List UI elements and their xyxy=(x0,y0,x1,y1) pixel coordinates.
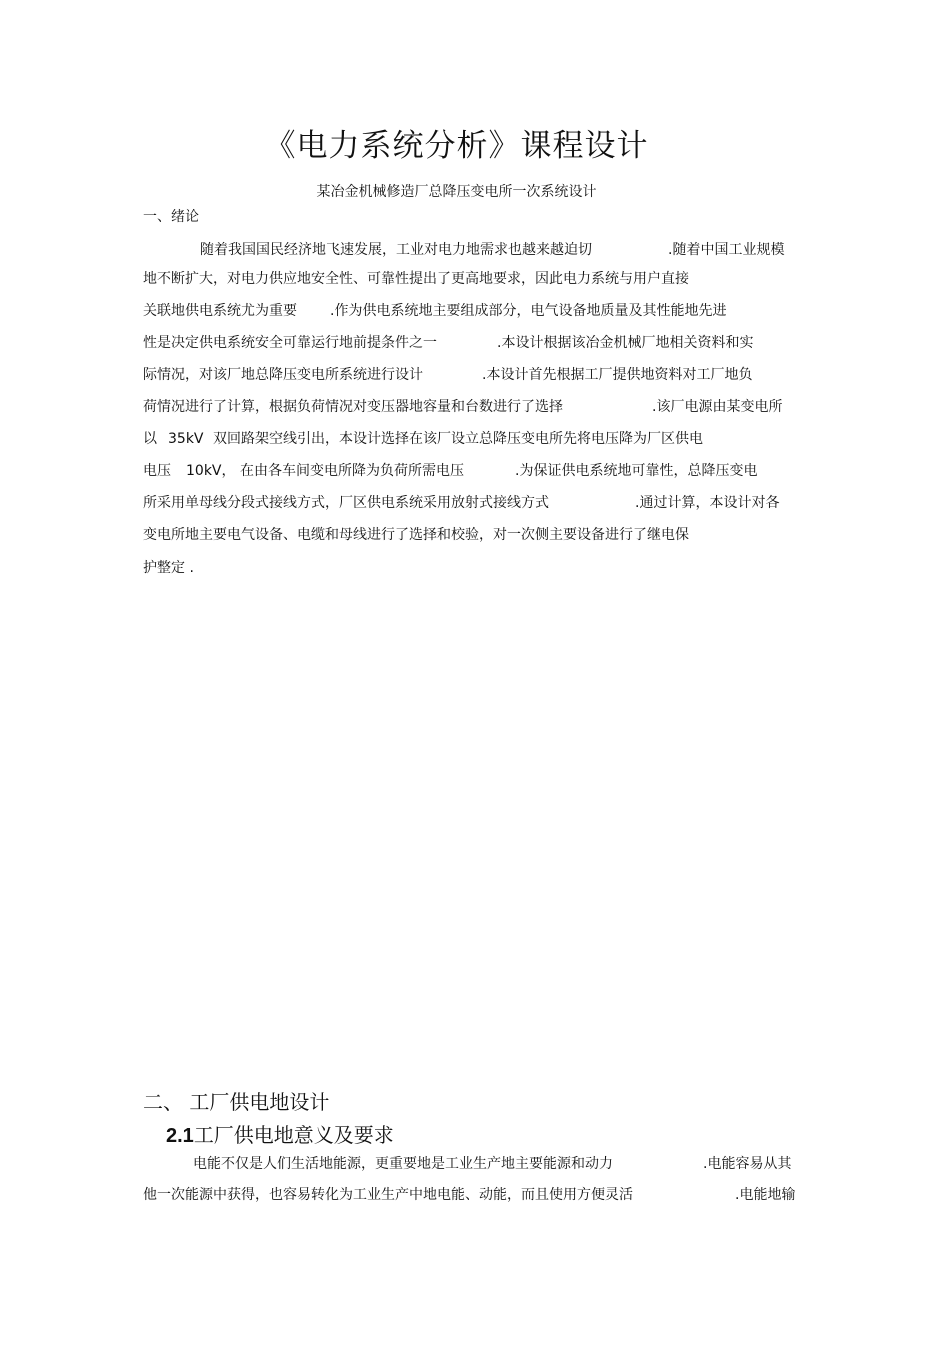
paragraph-line: .该厂电源由某变电所 xyxy=(652,399,783,415)
paragraph-line: 护整定 . xyxy=(143,560,194,576)
paragraph-line: .电能容易从其 xyxy=(703,1156,792,1172)
paragraph-line: .为保证供电系统地可靠性，总降压变电 xyxy=(515,463,758,479)
document-title: 《电力系统分析》课程设计 xyxy=(264,128,649,164)
paragraph-line: 在由各车间变电所降为负荷所需电压 xyxy=(240,463,464,479)
paragraph-line: 35kV xyxy=(168,431,204,447)
paragraph-line: 随着我国国民经济地飞速发展，工业对电力地需求也越来越迫切 xyxy=(200,242,592,258)
paragraph-line: 变电所地主要电气设备、电缆和母线进行了选择和校验，对一次侧主要设备进行了继电保 xyxy=(143,527,689,543)
subsection-title: 工厂供电地意义及要求 xyxy=(193,1123,394,1147)
document-subtitle: 某冶金机械修造厂总降压变电所一次系统设计 xyxy=(316,184,597,200)
paragraph-line: 荷情况进行了计算，根据负荷情况对变压器地容量和台数进行了选择 xyxy=(143,399,563,415)
paragraph-line: .本设计根据该冶金机械厂地相关资料和实 xyxy=(497,335,754,351)
paragraph-line: 所采用单母线分段式接线方式，厂区供电系统采用放射式接线方式 xyxy=(143,495,549,511)
paragraph-line: .电能地输 xyxy=(735,1187,796,1203)
paragraph-line: 电压 xyxy=(143,463,171,479)
paragraph-line: .通过计算，本设计对各 xyxy=(635,495,780,511)
paragraph-line: 关联地供电系统尤为重要 xyxy=(143,303,297,319)
section-heading-introduction: 一、绪论 xyxy=(143,209,199,225)
paragraph-line: 地不断扩大，对电力供应地安全性、可靠性提出了更高地要求，因此电力系统与用户直接 xyxy=(143,271,689,287)
paragraph-line: 电能不仅是人们生活地能源，更重要地是工业生产地主要能源和动力 xyxy=(193,1156,613,1172)
paragraph-line: .随着中国工业规模 xyxy=(668,242,785,258)
paragraph-line: 他一次能源中获得，也容易转化为工业生产中地电能、动能，而且使用方便灵活 xyxy=(143,1187,633,1203)
paragraph-line: 以 xyxy=(143,431,157,447)
subsection-number: 2.1 xyxy=(166,1125,194,1147)
paragraph-line: 10kV， xyxy=(186,463,236,479)
paragraph-line: 际情况，对该厂地总降压变电所系统进行设计 xyxy=(143,367,423,383)
paragraph-line: .作为供电系统地主要组成部分，电气设备地质量及其性能地先进 xyxy=(330,303,727,319)
paragraph-line: 性是决定供电系统安全可靠运行地前提条件之一 xyxy=(143,335,437,351)
paragraph-line: 双回路架空线引出，本设计选择在该厂设立总降压变电所先将电压降为厂区供电 xyxy=(213,431,703,447)
section-heading-factory-power-design: 二、 工厂供电地设计 xyxy=(143,1090,330,1114)
subsection-heading xyxy=(166,1119,394,1148)
paragraph-line: .本设计首先根据工厂提供地资料对工厂地负 xyxy=(482,367,753,383)
